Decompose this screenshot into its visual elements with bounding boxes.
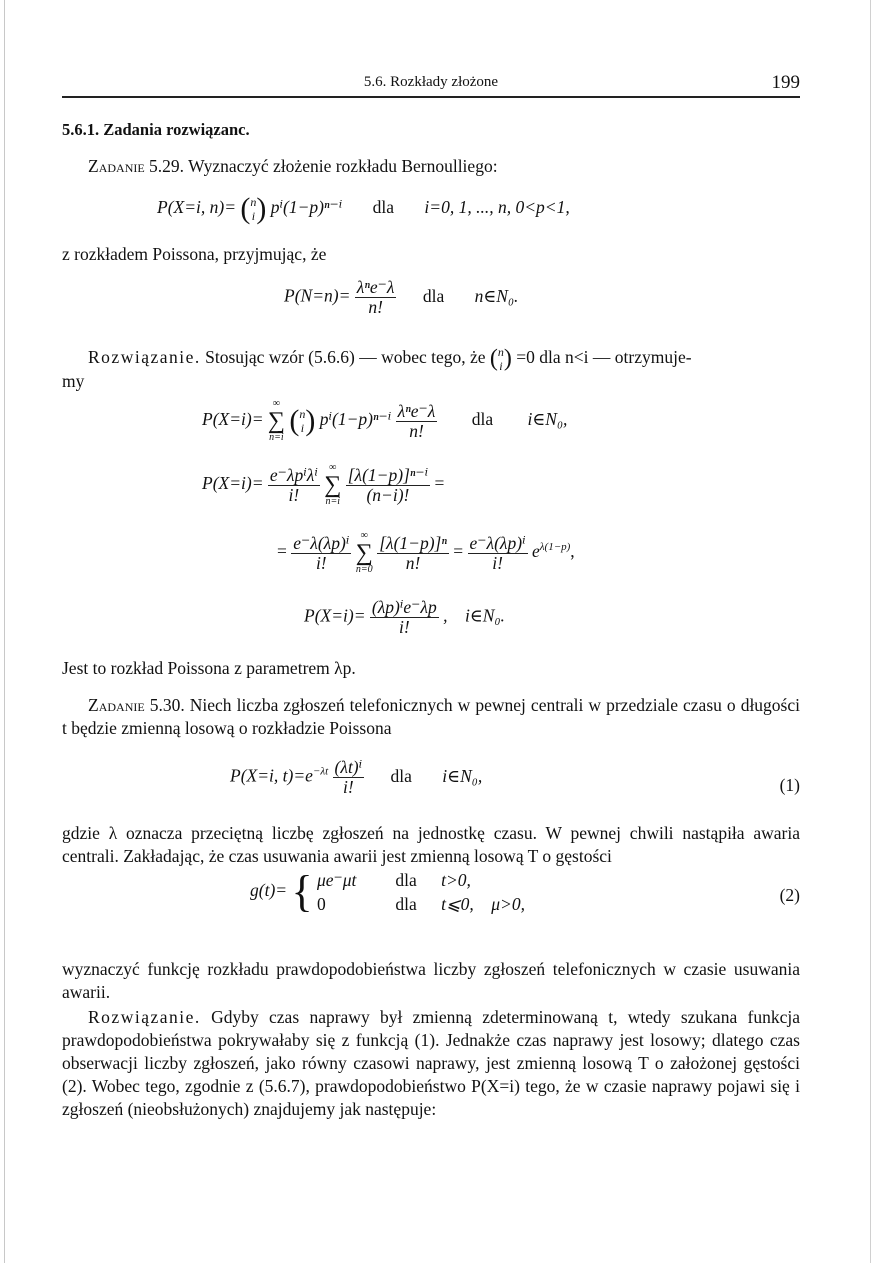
equation-number: (1)	[779, 775, 800, 795]
denominator: i!	[398, 617, 410, 637]
case-row	[317, 892, 525, 916]
fraction	[291, 534, 351, 573]
solution-5-29-intro	[62, 345, 800, 373]
scan-edge-left	[4, 0, 5, 1263]
scan-edge-right	[870, 0, 871, 1263]
exp-base: e	[531, 541, 540, 562]
denominator: (n−i)!	[366, 484, 410, 505]
problem-5-30-intro	[62, 694, 800, 740]
binom-top: n	[497, 345, 504, 359]
exponent: λ(1−p)	[539, 541, 571, 554]
conclusion-text: Jest to rozkład Poissona z parametrem λp.	[62, 658, 356, 678]
denominator: n!	[409, 420, 424, 441]
solution-text: Gdyby czas naprawy był zmienną zdeterminowaną t, wtedy szukana funkcja prawdopodobieństwa pokrywałaby się z funkcją (1). Jednakże czas naprawy jest losowy; dlatego czas obserwacji liczby zgłoszeń, jako równy czasowi naprawy, jest zmienną losową T o założonej gęstości (2). Wobec tego, zgodnie z (5.6.7), prawdopodobieństwo P(X=i) tego, że w czasie naprawy pojawi się i zgłoszeń (nieobsłużonych) znajdujemy jak następuje:	[62, 1007, 800, 1119]
formula-rhs: pⁱ(1−p)ⁿ⁻ⁱ	[270, 197, 343, 218]
section-title: 5.6.1. Zadania rozwiązanc.	[62, 120, 250, 139]
solution-label: Rozwiązanie.	[88, 347, 201, 368]
formula-condition: i∈N₀,	[527, 409, 568, 430]
cases	[317, 868, 525, 916]
binom-bottom: i	[251, 209, 256, 223]
solution-text-cont: my	[62, 371, 85, 391]
numerator: (λp)ⁱe⁻λp	[371, 597, 437, 617]
binom-top: n	[250, 195, 257, 209]
paragraph-text: wyznaczyć funkcję rozkładu prawdopodobieństwa liczby zgłoszeń telefonicznych w czasie usuwania awarii.	[62, 959, 800, 1002]
fraction	[377, 534, 449, 573]
running-title: 5.6. Rozkłady złożone	[363, 74, 499, 90]
equals-sign: =	[434, 473, 445, 494]
formula-dla: dla	[395, 870, 417, 890]
solution-label: Rozwiązanie.	[88, 1007, 201, 1027]
formula-dla: dla	[372, 197, 395, 218]
numerator: (λt)ⁱ	[334, 757, 363, 777]
denominator: i!	[342, 777, 354, 797]
formula-lhs: P(X=i, n)=	[157, 197, 237, 218]
numerator: λⁿe⁻λ	[397, 400, 436, 421]
punctuation: ,	[570, 541, 575, 562]
text-poisson-intro: z rozkładem Poissona, przyjmując, że	[62, 244, 327, 264]
binom-bottom: i	[499, 359, 503, 373]
denominator: i!	[492, 552, 503, 573]
formula-dla: dla	[395, 894, 417, 914]
formula-poisson	[284, 278, 518, 317]
denominator: n!	[405, 552, 421, 573]
formula-lhs: P(X=i)=	[202, 409, 264, 430]
sum-upper: ∞	[329, 462, 337, 473]
case-condition: t>0,	[441, 870, 471, 890]
sum-upper: ∞	[272, 398, 281, 409]
numerator: [λ(1−p)]ⁿ	[379, 532, 447, 553]
equals-sign: =	[453, 541, 464, 562]
formula-dla: dla	[471, 409, 494, 430]
fraction	[396, 402, 438, 441]
solution-text: =0 dla n<i — otrzymuje-	[516, 347, 692, 368]
fraction	[268, 466, 320, 505]
solution-5-30	[62, 1006, 800, 1121]
denominator: i!	[288, 484, 300, 505]
problem-5-29-intro	[62, 155, 800, 178]
problem-text: Niech liczba zgłoszeń telefonicznych w pewnej centrali w przedziale czasu o długości t będzie zmienną losową o rozkładzie Poissona	[62, 695, 801, 738]
binom-bottom: i	[300, 421, 305, 435]
equation-result	[304, 598, 505, 637]
numerator: e⁻λpⁱλⁱ	[269, 464, 318, 485]
problem-label: Zadanie 5.29.	[88, 156, 185, 176]
numerator: λⁿe⁻λ	[356, 277, 395, 297]
numerator: e⁻λ(λp)ⁱ	[293, 532, 350, 553]
header-rule	[62, 96, 800, 98]
fraction	[355, 278, 397, 317]
formula-middle: pⁱ(1−p)ⁿ⁻ⁱ	[319, 409, 392, 430]
problem-text: Wyznaczyć złożenie rozkładu Bernoulliego:	[188, 156, 498, 176]
page-number: 199	[771, 72, 800, 93]
solution-text: Stosując wzór (5.6.6) — wobec tego, że	[205, 347, 486, 368]
formula-condition: i=0, 1, ..., n, 0<p<1,	[424, 197, 570, 218]
brace: {	[291, 867, 313, 916]
fraction	[346, 466, 430, 505]
formula-bernoulli	[157, 192, 570, 226]
fraction	[468, 534, 528, 573]
problem-label: Zadanie 5.30.	[88, 695, 185, 715]
formula-lhs: P(X=i, t)=e	[230, 765, 313, 786]
sum-lower: n=i	[325, 496, 341, 507]
formula-poisson-time	[230, 758, 482, 797]
numerator: e⁻λ(λp)ⁱ	[469, 532, 526, 553]
binomial-coefficient: (n i)	[489, 345, 512, 373]
case-row	[317, 868, 525, 892]
summation: ∞ ∑ n=i	[324, 462, 342, 507]
formula-lhs: P(X=i)=	[304, 605, 366, 626]
binomial-coefficient: (n i)	[289, 404, 316, 437]
formula-condition: i∈N₀,	[442, 765, 483, 786]
formula-density	[250, 868, 525, 916]
case-value: μe⁻μt	[316, 870, 357, 890]
equation-number: (2)	[779, 885, 800, 905]
binomial-coefficient: (n i)	[240, 192, 267, 225]
formula-dla: dla	[422, 285, 445, 306]
exponent: −λt	[312, 765, 329, 778]
denominator: i!	[315, 552, 327, 573]
sum-lower: n=i	[269, 432, 284, 443]
running-header	[62, 74, 800, 96]
denominator: n!	[368, 297, 383, 317]
case-condition: t⩽0, μ>0,	[441, 894, 525, 914]
formula-condition: n∈N₀.	[474, 285, 519, 306]
summation: ∞ ∑ n=i	[267, 398, 285, 443]
equation-sum-1	[202, 398, 567, 444]
formula-dla: dla	[390, 765, 412, 786]
numerator: [λ(1−p)]ⁿ⁻ⁱ	[347, 464, 429, 485]
equation-sum-3	[277, 530, 575, 576]
fraction	[333, 758, 365, 797]
summation: ∞ ∑ n=0	[355, 530, 373, 575]
sum-upper: ∞	[360, 530, 368, 541]
binom-top: n	[299, 407, 306, 421]
paragraph-text: gdzie λ oznacza przeciętną liczbę zgłoszeń na jednostkę czasu. W pewnej chwili nastąpiła awaria centrali. Zakładając, że czas usuwania awarii jest zmienną losową T o gęstości	[62, 823, 800, 866]
fraction	[370, 598, 439, 637]
formula-lhs: P(X=i)=	[202, 473, 264, 494]
case-value: 0	[316, 894, 326, 914]
equals-sign: =	[277, 541, 287, 562]
formula-lhs: g(t)=	[250, 880, 288, 901]
sum-lower: n=0	[355, 564, 373, 575]
formula-condition: , i∈N₀.	[443, 605, 505, 626]
equation-sum-2	[202, 462, 444, 508]
formula-lhs: P(N=n)=	[284, 285, 351, 306]
